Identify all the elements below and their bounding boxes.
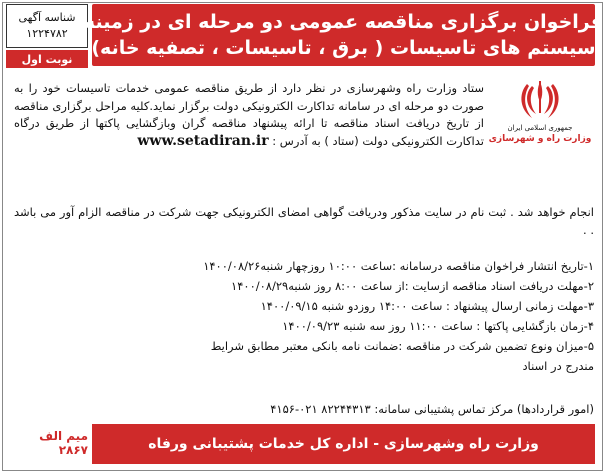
footer-band [92, 424, 595, 464]
logo-ministry-text: وزارت راه و شهرسازی [488, 134, 592, 144]
list-item: ۳-مهلت زمانی ارسال پیشنهاد : ساعت ۱۴:۰۰ روزدو شنبه ۱۴۰۰/۰۹/۱۵ [260, 299, 594, 313]
footer-text: وزارت راه وشهرسازی - اداره کل خدمات پشتیبانی ورفاه [148, 436, 539, 452]
ministry-logo [490, 78, 590, 158]
list-item: ۱-تاریخ انتشار فراخوان مناقصه درسامانه :ساعت ۱۰:۰۰ روزچهار شنبه۱۴۰۰/۰۸/۲۶ [203, 259, 594, 273]
nobat-badge: نوبت اول [6, 50, 88, 68]
title-line-2: سیستم های تاسیسات ( برق ، تاسیسات ، تصفیه خانه) [91, 37, 596, 59]
website-link[interactable]: www.setadiran.ir [137, 132, 269, 149]
title-line-1: فراخوان برگزاری مناقصه عمومی دو مرحله ای در زمینه [83, 11, 604, 33]
body-continued: انجام خواهد شد . ثبت نام در سایت مذکور ودریافت گواهی امضای الکترونیکی جهت شرکت در مناقصه الزام آور می باشد . . [14, 205, 594, 237]
list-item: ۵-میزان ونوع تضمین شرکت در مناقصه :ضمانت نامه بانکی معتبر مطابق شرایط [210, 339, 594, 353]
ad-id-label: شناسه آگهی [18, 11, 76, 24]
publication-code: میم الف ۲۸۶۷ [39, 429, 88, 457]
list-item: مندرج در اسناد [522, 359, 594, 373]
logo-gov-text: جمهوری اسلامی ایران [507, 124, 573, 132]
conditions-list [14, 256, 594, 376]
header-band [83, 4, 604, 66]
body-paragraph [14, 80, 484, 150]
contact-line: (امور قراردادها) مرکز تماس پشتیبانی سامانه: ۸۲۲۴۴۳۱۳ ۰۲۱-۴۱۵۶ [270, 402, 594, 416]
body-main-text: ستاد وزارت راه وشهرسازی در نظر دارد از طریق مناقصه عمومی خدمات تاسیسات خود را به صورت دو مرحله ای در سامانه تداکارت الکترونیکی دولت برگزار نماید.کلیه مراحل برگزاری مناقصه از تاریخ دریافت اسناد مناقصه تا ارائه پیشنهاد مناقصه گران وبازگشایی پاکتها از طریق درگاه تداکارت الکترونیکی دولت (ستاد ) به آدرس : [14, 81, 484, 148]
ad-id-box [6, 4, 88, 48]
list-item: ۴-زمان بازگشایی پاکتها : ساعت ۱۱:۰۰ روز سه شنبه ۱۴۰۰/۰۹/۲۳ [282, 319, 594, 333]
iran-emblem-icon [518, 78, 562, 122]
list-item: ۲-مهلت دریافت اسناد مناقصه ازسایت :از ساعت ۸:۰۰ روز شنبه۱۴۰۰/۰۸/۲۹ [231, 279, 594, 293]
ad-id-number: ۱۲۲۴۷۸۲ [26, 27, 68, 40]
